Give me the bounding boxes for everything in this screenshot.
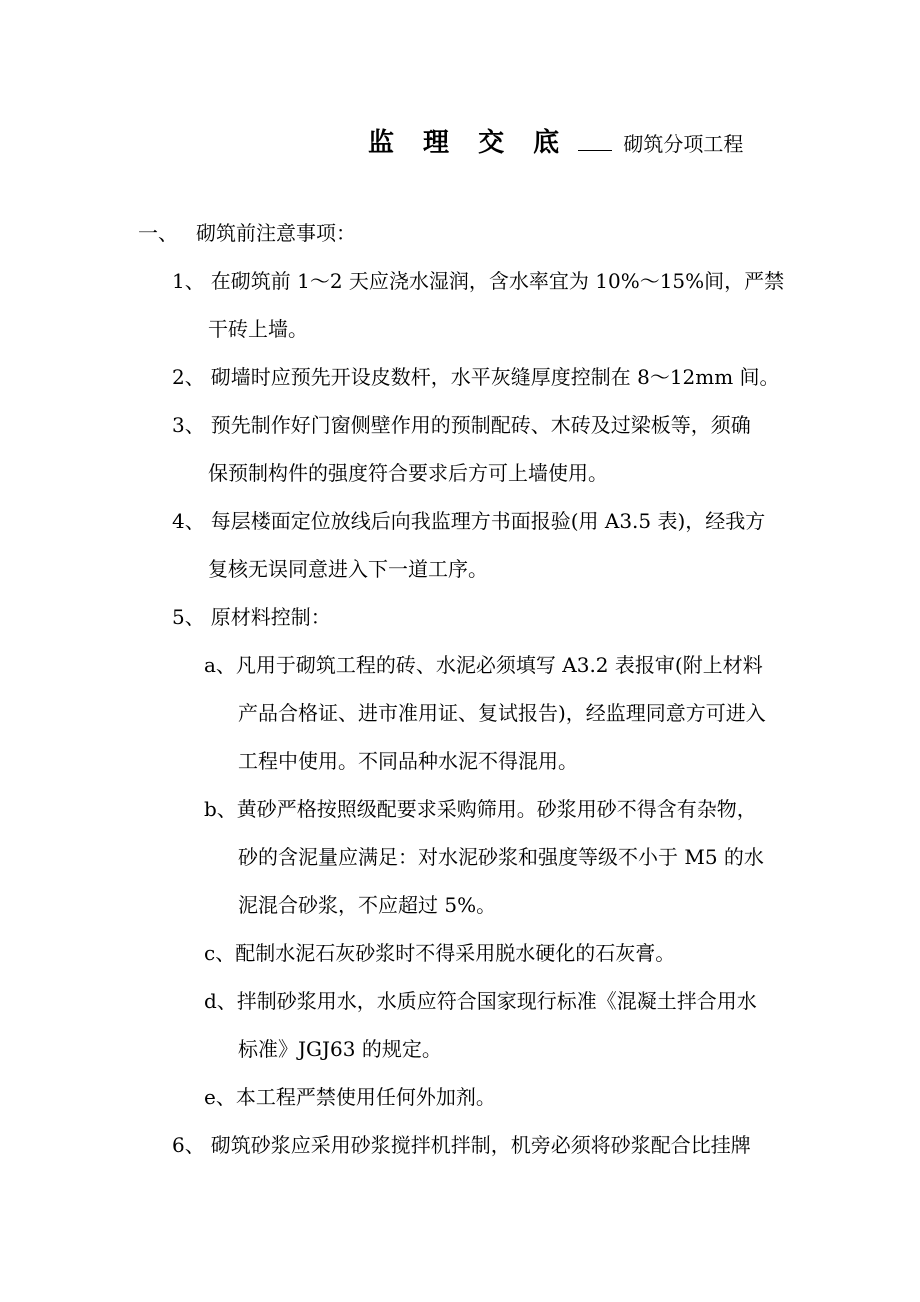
section-marker: 一、 (138, 221, 178, 245)
sub-item-b-cont: 泥混合砂浆，不应超过 5%。 (238, 893, 497, 917)
item-number: 5、 (172, 605, 205, 629)
sub-item-a: a、凡用于砌筑工程的砖、水泥必须填写 A3.2 表报审(附上材料 (204, 653, 763, 677)
document-title (368, 122, 743, 159)
item-number: 2、 (172, 365, 205, 389)
item-text: 预先制作好门窗侧壁作用的预制配砖、木砖及过梁板等，须确 (210, 413, 751, 437)
title-subtitle: 砌筑分项工程 (623, 132, 744, 156)
item-text: 原材料控制： (210, 605, 331, 629)
list-item-1 (172, 269, 784, 293)
list-item-1-cont: 干砖上墙。 (208, 317, 308, 341)
section-heading (138, 221, 356, 245)
sub-item-a-cont: 工程中使用。不同品种水泥不得混用。 (238, 749, 578, 773)
list-item-6 (172, 1133, 751, 1157)
item-text: 每层楼面定位放线后向我监理方书面报验(用 A3.5 表)，经我方 (210, 509, 766, 533)
sub-item-e: e、本工程严禁使用任何外加剂。 (204, 1085, 496, 1109)
list-item-4 (172, 509, 765, 533)
sub-item-d-cont: 标准》JGJ63 的规定。 (238, 1037, 442, 1061)
item-number: 6、 (172, 1133, 205, 1157)
list-item-5 (172, 605, 331, 629)
sub-item-a-cont: 产品合格证、进市准用证、复试报告)，经监理同意方可进入 (238, 701, 766, 725)
item-text: 砌墙时应预先开设皮数杆，水平灰缝厚度控制在 8～12mm 间。 (210, 365, 780, 389)
item-text: 砌筑砂浆应采用砂浆搅拌机拌制，机旁必须将砂浆配合比挂牌 (210, 1133, 751, 1157)
sub-item-b: b、黄砂严格按照级配要求采购筛用。砂浆用砂不得含有杂物， (204, 797, 757, 821)
list-item-3 (172, 413, 751, 437)
sub-item-b-cont: 砂的含泥量应满足：对水泥砂浆和强度等级不小于 M5 的水 (238, 845, 764, 869)
title-dash (578, 150, 612, 151)
list-item-3-cont: 保预制构件的强度符合要求后方可上墙使用。 (208, 461, 608, 485)
sub-item-c: c、配制水泥石灰砂浆时不得采用脱水硬化的石灰膏。 (204, 941, 676, 965)
title-main: 监 理 交 底 (368, 128, 570, 158)
item-number: 3、 (172, 413, 205, 437)
section-heading-text: 砌筑前注意事项： (196, 221, 356, 245)
list-item-2 (172, 365, 780, 389)
list-item-4-cont: 复核无误同意进入下一道工序。 (208, 557, 488, 581)
sub-item-d: d、拌制砂浆用水，水质应符合国家现行标准《混凝土拌合用水 (204, 989, 757, 1013)
item-text: 在砌筑前 1～2 天应浇水湿润，含水率宜为 10%～15%间，严禁 (210, 269, 785, 293)
item-number: 1、 (172, 269, 205, 293)
item-number: 4、 (172, 509, 205, 533)
